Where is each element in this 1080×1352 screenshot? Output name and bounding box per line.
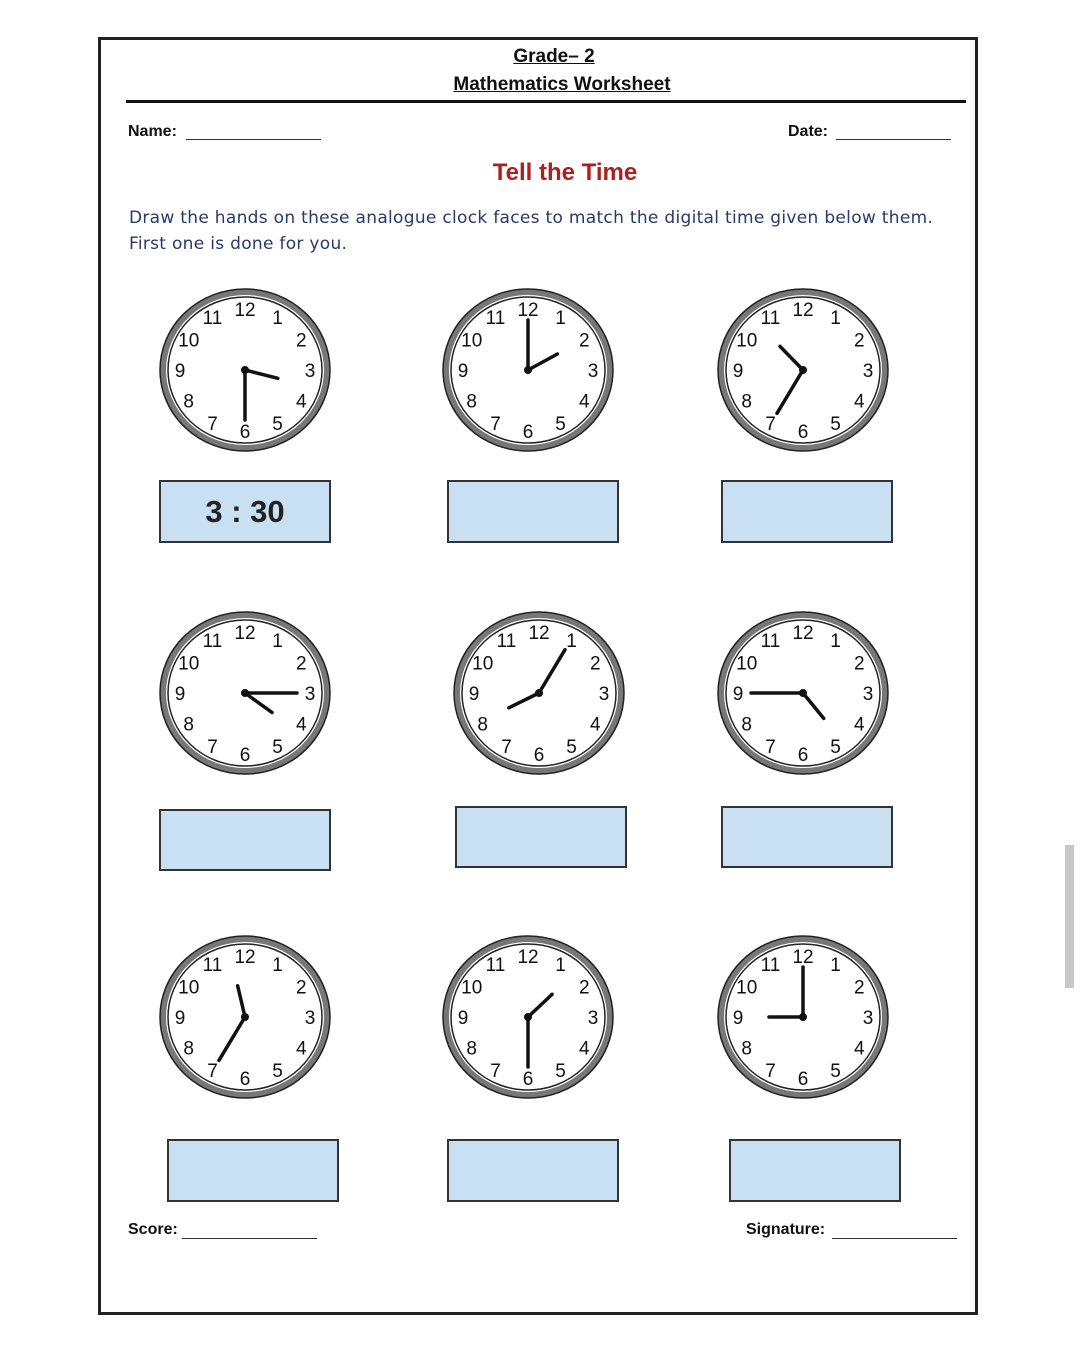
clock-number: 12	[528, 623, 550, 644]
clock-number: 1	[830, 308, 841, 330]
clock-number: 8	[466, 391, 477, 413]
clock-center	[799, 689, 807, 697]
clock-number: 3	[304, 1008, 316, 1029]
answer-box[interactable]	[721, 806, 893, 868]
clock-number: 2	[854, 653, 865, 675]
clock-number: 7	[207, 1060, 218, 1082]
clock-number: 11	[760, 955, 781, 977]
clock-number: 6	[797, 422, 809, 443]
clock-face	[155, 932, 335, 1102]
answer-box[interactable]	[447, 480, 619, 543]
clock-number: 4	[296, 1038, 307, 1060]
clock-number: 4	[579, 391, 590, 413]
clock-number: 5	[830, 413, 841, 435]
clock-number: 12	[234, 623, 256, 644]
name-label: Name:	[128, 123, 177, 140]
clock-number: 11	[485, 308, 506, 330]
clock-number: 7	[765, 1060, 776, 1082]
clock-number: 8	[741, 391, 752, 413]
clock-face	[713, 285, 893, 455]
clock-face	[438, 285, 618, 455]
clock-number: 12	[517, 947, 539, 968]
clock-number: 7	[207, 736, 218, 758]
clock-number: 10	[178, 653, 200, 675]
date-field[interactable]	[836, 139, 951, 140]
answer-box[interactable]	[167, 1139, 339, 1202]
clock-number: 2	[590, 653, 601, 675]
clock-number: 9	[732, 684, 744, 705]
clock-number: 10	[736, 653, 758, 675]
clock-number: 1	[272, 955, 283, 977]
clock-number: 5	[566, 736, 577, 758]
clock-number: 1	[272, 308, 283, 330]
clock-number: 12	[517, 300, 539, 321]
clock-number: 6	[533, 745, 545, 766]
clock-face	[155, 285, 335, 455]
clock-number: 3	[587, 361, 599, 382]
clock-number: 6	[239, 1069, 251, 1090]
clock-number: 7	[765, 413, 776, 435]
clock-number: 4	[854, 714, 865, 736]
clock-number: 9	[174, 1008, 186, 1029]
clock-number: 1	[555, 955, 566, 977]
signature-label: Signature:	[746, 1221, 826, 1238]
clock-number: 5	[830, 736, 841, 758]
clock-number: 9	[174, 684, 186, 705]
clock-number: 11	[202, 631, 223, 653]
clock-number: 7	[765, 736, 776, 758]
clock-center	[524, 1013, 532, 1021]
clock-number: 11	[485, 955, 506, 977]
clock-number: 9	[457, 1008, 469, 1029]
answer-box[interactable]: 3 : 30	[159, 480, 331, 543]
clock-number: 9	[468, 684, 480, 705]
clock-number: 8	[741, 1038, 752, 1060]
clock-number: 6	[522, 422, 534, 443]
clock-number: 12	[792, 623, 814, 644]
clock-number: 10	[178, 330, 200, 352]
clock-number: 9	[457, 361, 469, 382]
clock-number: 4	[854, 1038, 865, 1060]
clock-number: 1	[555, 308, 566, 330]
clock-center	[241, 366, 249, 374]
clock-number: 10	[461, 977, 483, 999]
clock-number: 1	[272, 631, 283, 653]
subject-text: Mathematics Worksheet	[453, 74, 671, 95]
clock-number: 2	[854, 330, 865, 352]
signature-field[interactable]	[832, 1238, 957, 1239]
clock-number: 10	[736, 330, 758, 352]
answer-box[interactable]	[455, 806, 627, 868]
clock-number: 5	[555, 413, 566, 435]
instructions: Draw the hands on these analogue clock faces to match the digital time given below them. First one is done for you.	[129, 208, 934, 254]
clock-center	[535, 689, 543, 697]
clock-number: 3	[304, 684, 316, 705]
answer-box[interactable]	[729, 1139, 901, 1202]
header-divider	[126, 100, 966, 103]
answer-box[interactable]	[447, 1139, 619, 1202]
clock-number: 2	[579, 330, 590, 352]
clock-number: 10	[461, 330, 483, 352]
clock-number: 4	[590, 714, 601, 736]
clock-number: 1	[830, 955, 841, 977]
clock-number: 1	[566, 631, 577, 653]
clock-number: 6	[522, 1069, 534, 1090]
clock-number: 1	[830, 631, 841, 653]
clock-number: 4	[296, 391, 307, 413]
clock-center	[799, 366, 807, 374]
clock-number: 3	[587, 1008, 599, 1029]
clock-center	[241, 689, 249, 697]
clock-number: 12	[792, 947, 814, 968]
clock-number: 8	[477, 714, 488, 736]
subject-heading	[0, 74, 1080, 96]
clock-number: 2	[296, 653, 307, 675]
score-field[interactable]	[182, 1238, 317, 1239]
clock-face	[449, 608, 629, 778]
clock-number: 8	[466, 1038, 477, 1060]
clock-number: 11	[760, 631, 781, 653]
clock-number: 7	[490, 413, 501, 435]
clock-number: 12	[234, 947, 256, 968]
clock-number: 6	[797, 1069, 809, 1090]
clock-number: 3	[862, 361, 874, 382]
clock-number: 8	[183, 714, 194, 736]
clock-face	[438, 932, 618, 1102]
clock-number: 7	[501, 736, 512, 758]
date-label: Date:	[788, 123, 829, 140]
clock-number: 4	[579, 1038, 590, 1060]
clock-center	[241, 1013, 249, 1021]
clock-number: 3	[862, 1008, 874, 1029]
clock-number: 9	[732, 1008, 744, 1029]
clock-number: 9	[174, 361, 186, 382]
clock-number: 2	[579, 977, 590, 999]
grade-heading	[0, 46, 1080, 68]
clock-number: 3	[862, 684, 874, 705]
clock-number: 5	[272, 736, 283, 758]
clock-number: 8	[741, 714, 752, 736]
clock-number: 2	[854, 977, 865, 999]
clock-number: 3	[304, 361, 316, 382]
clock-number: 11	[496, 631, 517, 653]
answer-box[interactable]	[721, 480, 893, 543]
clock-number: 10	[736, 977, 758, 999]
clock-face	[155, 608, 335, 778]
clock-number: 12	[234, 300, 256, 321]
clock-number: 2	[296, 330, 307, 352]
clock-number: 2	[296, 977, 307, 999]
score-label: Score:	[128, 1221, 178, 1238]
clock-number: 9	[732, 361, 744, 382]
clock-number: 8	[183, 391, 194, 413]
clock-number: 3	[598, 684, 610, 705]
clock-center	[799, 1013, 807, 1021]
worksheet-title: Tell the Time	[492, 159, 638, 186]
clock-number: 5	[830, 1060, 841, 1082]
clock-number: 11	[202, 955, 223, 977]
clock-number: 12	[792, 300, 814, 321]
name-field[interactable]	[186, 139, 321, 140]
clock-number: 5	[272, 413, 283, 435]
scrollbar[interactable]	[1065, 845, 1074, 988]
clock-number: 4	[854, 391, 865, 413]
clock-number: 7	[490, 1060, 501, 1082]
clock-number: 10	[178, 977, 200, 999]
clock-number: 7	[207, 413, 218, 435]
clock-face	[713, 608, 893, 778]
clock-number: 11	[202, 308, 223, 330]
clock-center	[524, 366, 532, 374]
clock-number: 6	[239, 422, 251, 443]
clock-number: 4	[296, 714, 307, 736]
clock-number: 11	[760, 308, 781, 330]
clock-number: 10	[472, 653, 494, 675]
clock-number: 8	[183, 1038, 194, 1060]
answer-box[interactable]	[159, 809, 331, 871]
clock-number: 5	[555, 1060, 566, 1082]
grade-text: Grade– 2	[513, 46, 595, 67]
clock-number: 5	[272, 1060, 283, 1082]
clock-number: 6	[239, 745, 251, 766]
clock-face	[713, 932, 893, 1102]
clock-number: 6	[797, 745, 809, 766]
